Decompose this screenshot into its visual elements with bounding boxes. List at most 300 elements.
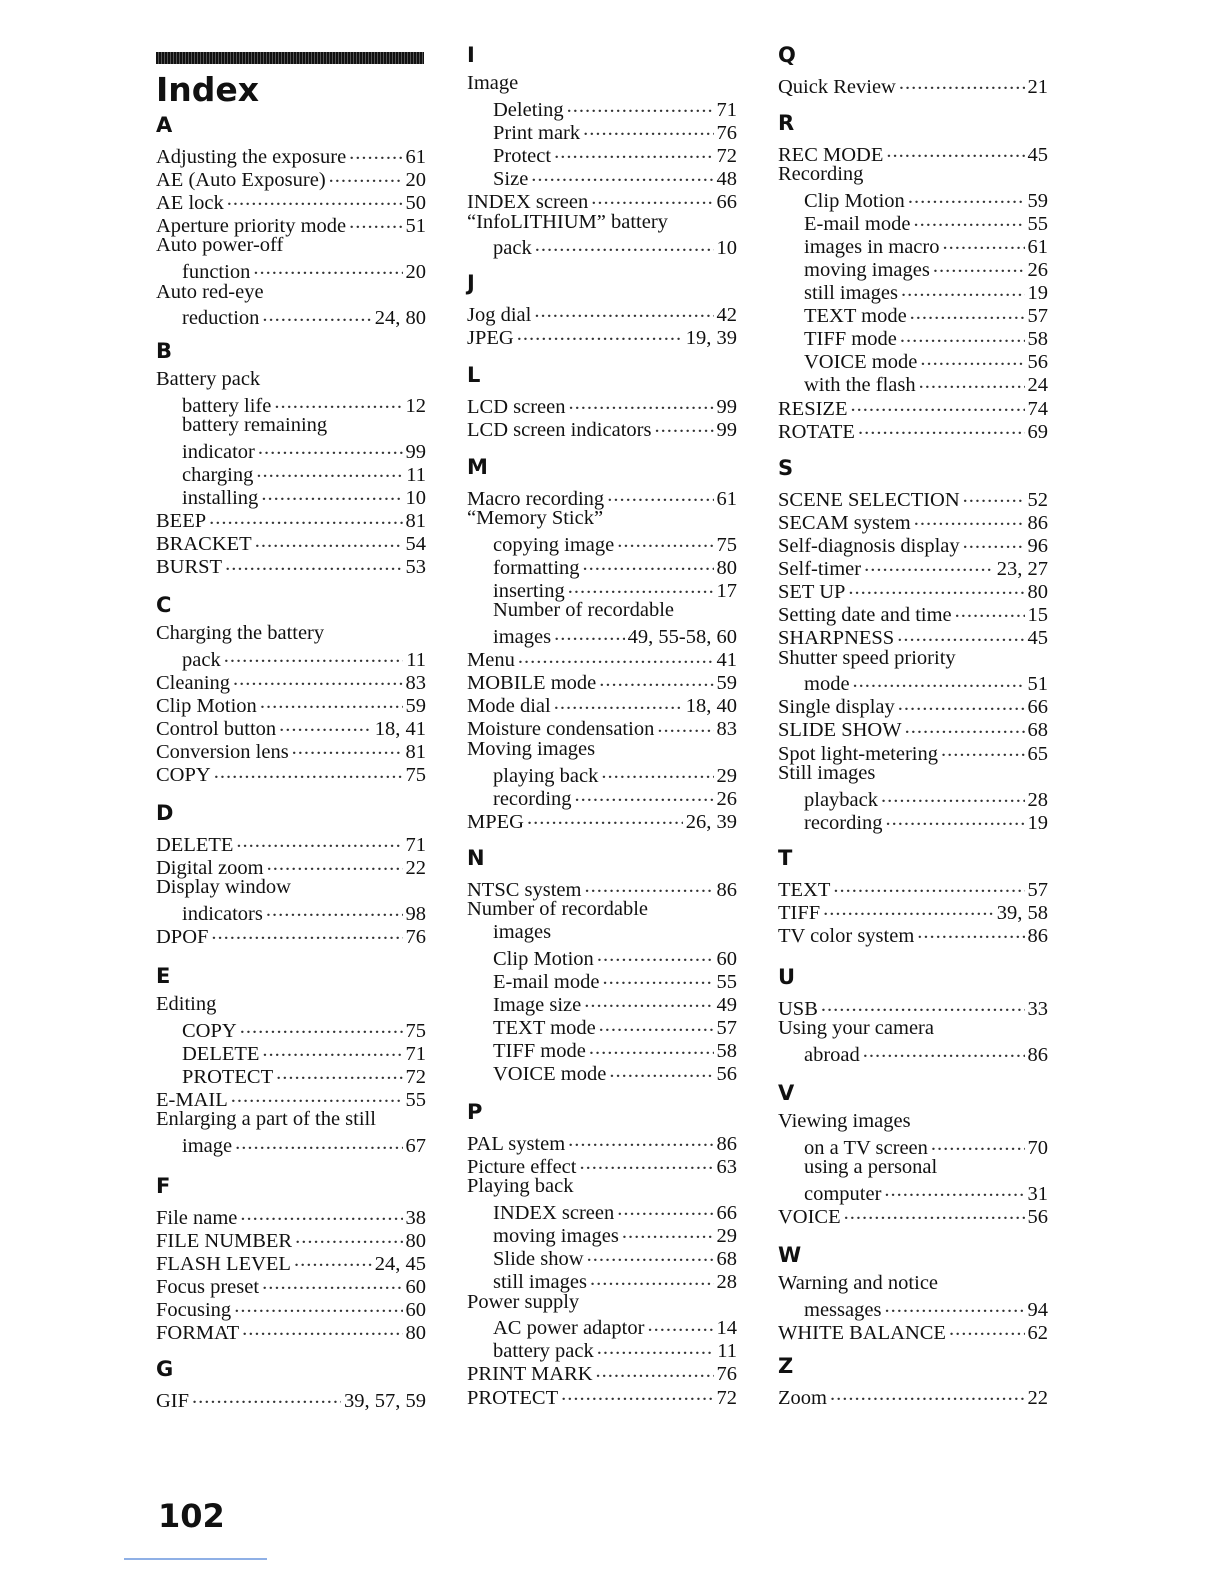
leader-dots bbox=[236, 830, 402, 851]
entry-page: 72 bbox=[716, 144, 737, 167]
index-entry bbox=[156, 691, 426, 717]
index-section bbox=[778, 455, 1048, 834]
index-entry bbox=[778, 1272, 1048, 1295]
entry-label: SHARPNESS bbox=[778, 627, 895, 650]
index-entry bbox=[467, 1221, 737, 1247]
entry-label: Clip Motion bbox=[804, 189, 905, 212]
leader-dots bbox=[597, 1337, 715, 1358]
entry-page: 56 bbox=[716, 1063, 737, 1086]
entry-label: still images bbox=[493, 1271, 587, 1294]
entry-page: 26 bbox=[1027, 258, 1048, 281]
leader-dots bbox=[844, 1202, 1025, 1223]
leader-dots bbox=[589, 1037, 714, 1058]
entry-label: VOICE bbox=[778, 1205, 841, 1228]
index-entry bbox=[467, 692, 737, 718]
section-letter: G bbox=[156, 1357, 174, 1381]
entry-page: 80 bbox=[1027, 580, 1048, 603]
leader-dots bbox=[821, 994, 1025, 1015]
leader-dots bbox=[590, 1268, 714, 1289]
entry-label: Size bbox=[493, 167, 529, 190]
index-entry bbox=[156, 668, 426, 694]
index-entry bbox=[778, 371, 1048, 397]
entry-label: Power supply bbox=[467, 1290, 580, 1313]
entry-page: 49 bbox=[716, 993, 737, 1016]
entry-label: Focusing bbox=[156, 1298, 232, 1321]
index-entry bbox=[778, 1318, 1048, 1344]
index-section bbox=[467, 362, 737, 441]
entry-label: BURST bbox=[156, 556, 223, 579]
leader-dots bbox=[949, 1318, 1025, 1339]
index-entry bbox=[156, 165, 426, 191]
entry-label: TEXT bbox=[778, 878, 831, 901]
entry-label: images bbox=[493, 921, 552, 944]
index-entry bbox=[778, 1133, 1048, 1159]
section-letter: B bbox=[156, 339, 173, 363]
leader-dots bbox=[231, 1085, 403, 1106]
leader-dots bbox=[192, 1386, 341, 1407]
section-letter: T bbox=[778, 846, 793, 870]
index-entry bbox=[467, 507, 737, 530]
index-section bbox=[467, 845, 737, 1086]
index-entry bbox=[467, 187, 737, 213]
leader-dots bbox=[583, 553, 714, 574]
section-letter: N bbox=[467, 846, 485, 870]
entry-label: mode bbox=[804, 673, 850, 696]
leader-dots bbox=[933, 255, 1025, 276]
entry-page: 52 bbox=[1027, 488, 1048, 511]
entry-page: 76 bbox=[405, 925, 426, 948]
index-entry bbox=[156, 761, 426, 787]
entry-label: Conversion lens bbox=[156, 740, 289, 763]
entry-page: 58 bbox=[716, 1040, 737, 1063]
index-entry bbox=[778, 1110, 1048, 1133]
entry-page: 83 bbox=[405, 671, 426, 694]
entry-label: AE lock bbox=[156, 191, 224, 214]
index-entry bbox=[156, 1295, 426, 1321]
index-entry bbox=[467, 1337, 737, 1363]
index-entry bbox=[156, 1226, 426, 1252]
index-entry bbox=[156, 142, 426, 168]
entry-page: 69 bbox=[1027, 420, 1048, 443]
leader-dots bbox=[267, 853, 403, 874]
entry-label: Charging the battery bbox=[156, 622, 325, 644]
entry-label: LCD screen indicators bbox=[467, 418, 652, 441]
index-entry bbox=[156, 281, 426, 304]
leader-dots bbox=[881, 785, 1025, 806]
entry-page: 26 bbox=[716, 787, 737, 810]
entry-page: 18, 40 bbox=[685, 695, 737, 718]
leader-dots bbox=[292, 737, 403, 758]
leader-dots bbox=[963, 485, 1025, 506]
entry-page: 24, 45 bbox=[374, 1252, 426, 1275]
index-entry bbox=[156, 830, 426, 856]
entry-page: 12 bbox=[405, 394, 426, 417]
entry-label: reduction bbox=[182, 307, 260, 330]
index-entry bbox=[467, 944, 737, 970]
entry-label: SCENE SELECTION bbox=[778, 488, 960, 511]
leader-dots bbox=[901, 279, 1025, 300]
entry-label: MOBILE mode bbox=[467, 672, 597, 695]
index-entry bbox=[778, 994, 1048, 1020]
section-letter: P bbox=[467, 1100, 483, 1124]
leader-dots bbox=[823, 898, 994, 919]
leader-dots bbox=[568, 392, 713, 413]
entry-label: Playing back bbox=[467, 1175, 574, 1198]
entry-page: 60 bbox=[405, 1275, 426, 1298]
leader-dots bbox=[601, 761, 713, 782]
leader-dots bbox=[262, 304, 371, 325]
index-entry bbox=[156, 1272, 426, 1298]
index-entry bbox=[156, 368, 426, 391]
index-entry bbox=[778, 647, 1048, 670]
leader-dots bbox=[535, 234, 714, 255]
leader-dots bbox=[235, 1132, 402, 1153]
index-entry bbox=[467, 530, 737, 556]
leader-dots bbox=[260, 691, 403, 712]
leader-dots bbox=[942, 232, 1024, 253]
entry-page: 61 bbox=[1027, 235, 1048, 258]
index-entry bbox=[467, 967, 737, 993]
entry-label: still images bbox=[804, 282, 898, 305]
entry-label: PRINT MARK bbox=[467, 1363, 593, 1386]
entry-label: REC MODE bbox=[778, 143, 884, 166]
leader-dots bbox=[850, 394, 1024, 415]
index-entry bbox=[156, 737, 426, 763]
section-letter: S bbox=[778, 456, 794, 480]
leader-dots bbox=[599, 1014, 714, 1035]
index-entry bbox=[467, 300, 737, 326]
index-entry bbox=[467, 484, 737, 510]
index-entry bbox=[778, 485, 1048, 511]
leader-dots bbox=[568, 576, 714, 597]
leader-dots bbox=[531, 164, 713, 185]
entry-page: 21 bbox=[1027, 75, 1048, 98]
entry-page: 86 bbox=[1027, 511, 1048, 534]
leader-dots bbox=[554, 623, 625, 644]
entry-label: Shutter speed priority bbox=[778, 646, 956, 669]
entry-page: 71 bbox=[716, 98, 737, 121]
leader-dots bbox=[602, 967, 713, 988]
page-title: Index bbox=[156, 70, 260, 109]
entry-page: 22 bbox=[405, 856, 426, 879]
index-entry bbox=[467, 323, 737, 349]
index-entry bbox=[778, 209, 1048, 235]
leader-dots bbox=[617, 530, 713, 551]
entry-label: playback bbox=[804, 788, 878, 811]
leader-dots bbox=[279, 714, 372, 735]
index-entry bbox=[156, 714, 426, 740]
index-entry bbox=[467, 392, 737, 418]
entry-page: 68 bbox=[716, 1247, 737, 1270]
index-entry bbox=[156, 1386, 426, 1412]
leader-dots bbox=[955, 600, 1025, 621]
index-entry bbox=[778, 531, 1048, 557]
index-entry bbox=[467, 164, 737, 190]
entry-page: 23, 27 bbox=[996, 557, 1048, 580]
entry-page: 61 bbox=[405, 145, 426, 168]
bottom-rule bbox=[124, 1558, 267, 1560]
leader-dots bbox=[224, 645, 404, 666]
section-letter: I bbox=[467, 43, 475, 67]
entry-page: 11 bbox=[717, 1340, 737, 1363]
index-entry bbox=[778, 302, 1048, 328]
index-entry bbox=[467, 1244, 737, 1270]
entry-label: TV color system bbox=[778, 924, 915, 947]
entry-label: function bbox=[182, 260, 251, 283]
index-section bbox=[156, 112, 426, 330]
entry-label: Mode dial bbox=[467, 695, 551, 718]
entry-page: 86 bbox=[716, 1132, 737, 1155]
index-entry bbox=[467, 576, 737, 602]
leader-dots bbox=[567, 95, 714, 116]
leader-dots bbox=[554, 141, 713, 162]
entry-label: image bbox=[182, 1135, 233, 1158]
entry-page: 74 bbox=[1027, 397, 1048, 420]
index-entry bbox=[156, 876, 426, 899]
entry-label: File name bbox=[156, 1206, 238, 1229]
leader-dots bbox=[266, 899, 403, 920]
index-entry bbox=[467, 1175, 737, 1198]
entry-label: Setting date and time bbox=[778, 603, 952, 626]
leader-dots bbox=[584, 875, 713, 896]
entry-page: 17 bbox=[716, 579, 737, 602]
index-entry bbox=[778, 1156, 1048, 1179]
entry-label: Auto power-off bbox=[156, 234, 284, 257]
entry-page: 19 bbox=[1027, 282, 1048, 305]
index-section bbox=[778, 110, 1048, 443]
section-letter: C bbox=[156, 593, 172, 617]
index-entry bbox=[778, 232, 1048, 258]
leader-dots bbox=[914, 508, 1025, 529]
leader-dots bbox=[884, 1295, 1024, 1316]
section-letter: W bbox=[778, 1243, 802, 1267]
entry-page: 86 bbox=[716, 878, 737, 901]
leader-dots bbox=[920, 348, 1024, 369]
entry-label: Moisture condensation bbox=[467, 718, 655, 741]
leader-dots bbox=[575, 784, 714, 805]
entry-label: DPOF bbox=[156, 925, 209, 948]
index-entry bbox=[467, 784, 737, 810]
entry-label: JPEG bbox=[467, 326, 514, 349]
index-entry bbox=[778, 577, 1048, 603]
entry-label: Macro recording bbox=[467, 487, 605, 510]
index-entry bbox=[467, 211, 737, 234]
index-entry bbox=[467, 1383, 737, 1409]
leader-dots bbox=[256, 460, 403, 481]
entry-page: 24 bbox=[1027, 374, 1048, 397]
entry-label: Cleaning bbox=[156, 671, 231, 694]
index-entry bbox=[156, 460, 426, 486]
index-entry bbox=[156, 553, 426, 579]
entry-label: Adjusting the exposure bbox=[156, 145, 347, 168]
leader-dots bbox=[897, 624, 1024, 645]
entry-label: moving images bbox=[804, 258, 930, 281]
index-entry bbox=[778, 670, 1048, 696]
entry-label: messages bbox=[804, 1298, 882, 1321]
entry-label: DELETE bbox=[156, 833, 234, 856]
entry-label: NTSC system bbox=[467, 878, 582, 901]
index-entry bbox=[156, 304, 426, 330]
leader-dots bbox=[654, 415, 713, 436]
entry-page: 45 bbox=[1027, 143, 1048, 166]
index-entry bbox=[778, 325, 1048, 351]
leader-dots bbox=[534, 300, 713, 321]
leader-dots bbox=[848, 577, 1024, 598]
index-entry bbox=[778, 875, 1048, 901]
entry-label: AC power adaptor bbox=[493, 1317, 645, 1340]
entry-label: Warning and notice bbox=[778, 1272, 939, 1294]
leader-dots bbox=[329, 165, 403, 186]
entry-page: 81 bbox=[405, 740, 426, 763]
leader-dots bbox=[647, 1314, 713, 1335]
leader-dots bbox=[554, 692, 683, 713]
entry-page: 20 bbox=[405, 168, 426, 191]
leader-dots bbox=[597, 944, 714, 965]
leader-dots bbox=[917, 921, 1024, 942]
entry-page: 15 bbox=[1027, 603, 1048, 626]
entry-page: 41 bbox=[716, 649, 737, 672]
entry-label: battery life bbox=[182, 394, 272, 417]
entry-label: E-MAIL bbox=[156, 1088, 228, 1111]
entry-label: Jog dial bbox=[467, 303, 532, 326]
leader-dots bbox=[568, 1129, 713, 1150]
entry-page: 72 bbox=[716, 1386, 737, 1409]
entry-label: INDEX screen bbox=[467, 190, 589, 213]
entry-label: formatting bbox=[493, 556, 580, 579]
index-entry bbox=[156, 1132, 426, 1158]
entry-label: images bbox=[493, 626, 552, 649]
index-entry bbox=[467, 807, 737, 833]
leader-dots bbox=[833, 875, 1024, 896]
entry-label: inserting bbox=[493, 579, 565, 602]
leader-dots bbox=[262, 1039, 402, 1060]
entry-label: TEXT mode bbox=[493, 1017, 596, 1040]
index-entry bbox=[467, 553, 737, 579]
entry-page: 14 bbox=[716, 1317, 737, 1340]
entry-page: 11 bbox=[406, 463, 426, 486]
index-entry bbox=[156, 437, 426, 463]
entry-label: Digital zoom bbox=[156, 856, 264, 879]
leader-dots bbox=[596, 1360, 714, 1381]
entry-page: 98 bbox=[405, 902, 426, 925]
entry-label: MPEG bbox=[467, 810, 524, 833]
leader-dots bbox=[864, 554, 994, 575]
entry-page: 39, 58 bbox=[996, 901, 1048, 924]
entry-label: Deleting bbox=[493, 98, 564, 121]
entry-label: Spot light-metering bbox=[778, 742, 938, 765]
index-entry bbox=[778, 348, 1048, 374]
entry-label: ROTATE bbox=[778, 420, 855, 443]
entry-page: 83 bbox=[716, 718, 737, 741]
entry-label: COPY bbox=[182, 1019, 237, 1042]
leader-dots bbox=[609, 1060, 713, 1081]
index-entry bbox=[156, 853, 426, 879]
section-letter: L bbox=[467, 363, 481, 387]
leader-dots bbox=[913, 209, 1024, 230]
entry-label: DELETE bbox=[182, 1042, 260, 1065]
index-entry bbox=[156, 391, 426, 417]
entry-label: on a TV screen bbox=[804, 1136, 928, 1159]
entry-label: FORMAT bbox=[156, 1321, 240, 1344]
index-entry bbox=[467, 669, 737, 695]
entry-label: BEEP bbox=[156, 510, 207, 533]
index-entry bbox=[467, 1360, 737, 1386]
entry-label: Editing bbox=[156, 993, 217, 1015]
index-entry bbox=[778, 1383, 1048, 1409]
entry-page: 33 bbox=[1027, 997, 1048, 1020]
entry-label: Control button bbox=[156, 717, 277, 740]
entry-label: playing back bbox=[493, 764, 599, 787]
entry-page: 99 bbox=[405, 440, 426, 463]
entry-label: VOICE mode bbox=[804, 351, 918, 374]
leader-dots bbox=[517, 323, 683, 344]
leader-dots bbox=[209, 507, 402, 528]
entry-label: Clip Motion bbox=[156, 694, 257, 717]
index-entry bbox=[156, 211, 426, 237]
entry-page: 75 bbox=[716, 533, 737, 556]
index-section bbox=[156, 1173, 426, 1342]
index-entry bbox=[778, 808, 1048, 834]
leader-dots bbox=[349, 211, 402, 232]
index-entry bbox=[778, 1202, 1048, 1228]
entry-page: 55 bbox=[1027, 212, 1048, 235]
entry-page: 80 bbox=[405, 1321, 426, 1344]
entry-label: VOICE mode bbox=[493, 1063, 607, 1086]
entry-page: 20 bbox=[405, 260, 426, 283]
index-entry bbox=[467, 1314, 737, 1340]
index-entry bbox=[467, 415, 737, 441]
entry-page: 18, 41 bbox=[374, 717, 426, 740]
index-entry bbox=[156, 530, 426, 556]
index-entry bbox=[778, 716, 1048, 742]
section-letter: D bbox=[156, 801, 174, 825]
entry-label: Aperture priority mode bbox=[156, 214, 347, 237]
index-entry bbox=[778, 921, 1048, 947]
leader-dots bbox=[527, 807, 683, 828]
leader-dots bbox=[617, 1198, 713, 1219]
section-letter: F bbox=[156, 1174, 171, 1198]
entry-page: 70 bbox=[1027, 1136, 1048, 1159]
entry-label: WHITE BALANCE bbox=[778, 1321, 946, 1344]
section-letter: J bbox=[467, 271, 475, 295]
index-section bbox=[467, 270, 737, 349]
entry-page: 51 bbox=[405, 214, 426, 237]
index-section bbox=[778, 845, 1048, 947]
entry-label: AE (Auto Exposure) bbox=[156, 168, 326, 191]
leader-dots bbox=[234, 1295, 402, 1316]
entry-label: recording bbox=[804, 811, 883, 834]
index-entry bbox=[156, 899, 426, 925]
index-entry bbox=[778, 785, 1048, 811]
entry-label: Battery pack bbox=[156, 368, 261, 390]
index-entry bbox=[156, 257, 426, 283]
entry-page: 75 bbox=[405, 764, 426, 787]
index-entry bbox=[467, 921, 737, 944]
index-section bbox=[778, 1080, 1048, 1228]
index-entry bbox=[467, 1152, 737, 1178]
leader-dots bbox=[579, 1152, 713, 1173]
entry-page: 94 bbox=[1027, 1298, 1048, 1321]
index-entry bbox=[156, 188, 426, 214]
index-entry bbox=[778, 417, 1048, 443]
entry-page: 86 bbox=[1027, 1043, 1048, 1066]
entry-label: Slide show bbox=[493, 1247, 584, 1270]
index-entry bbox=[467, 1037, 737, 1063]
index-section bbox=[156, 592, 426, 787]
title-decoration-bar bbox=[156, 52, 424, 64]
section-letter: V bbox=[778, 1081, 795, 1105]
leader-dots bbox=[262, 1272, 402, 1293]
